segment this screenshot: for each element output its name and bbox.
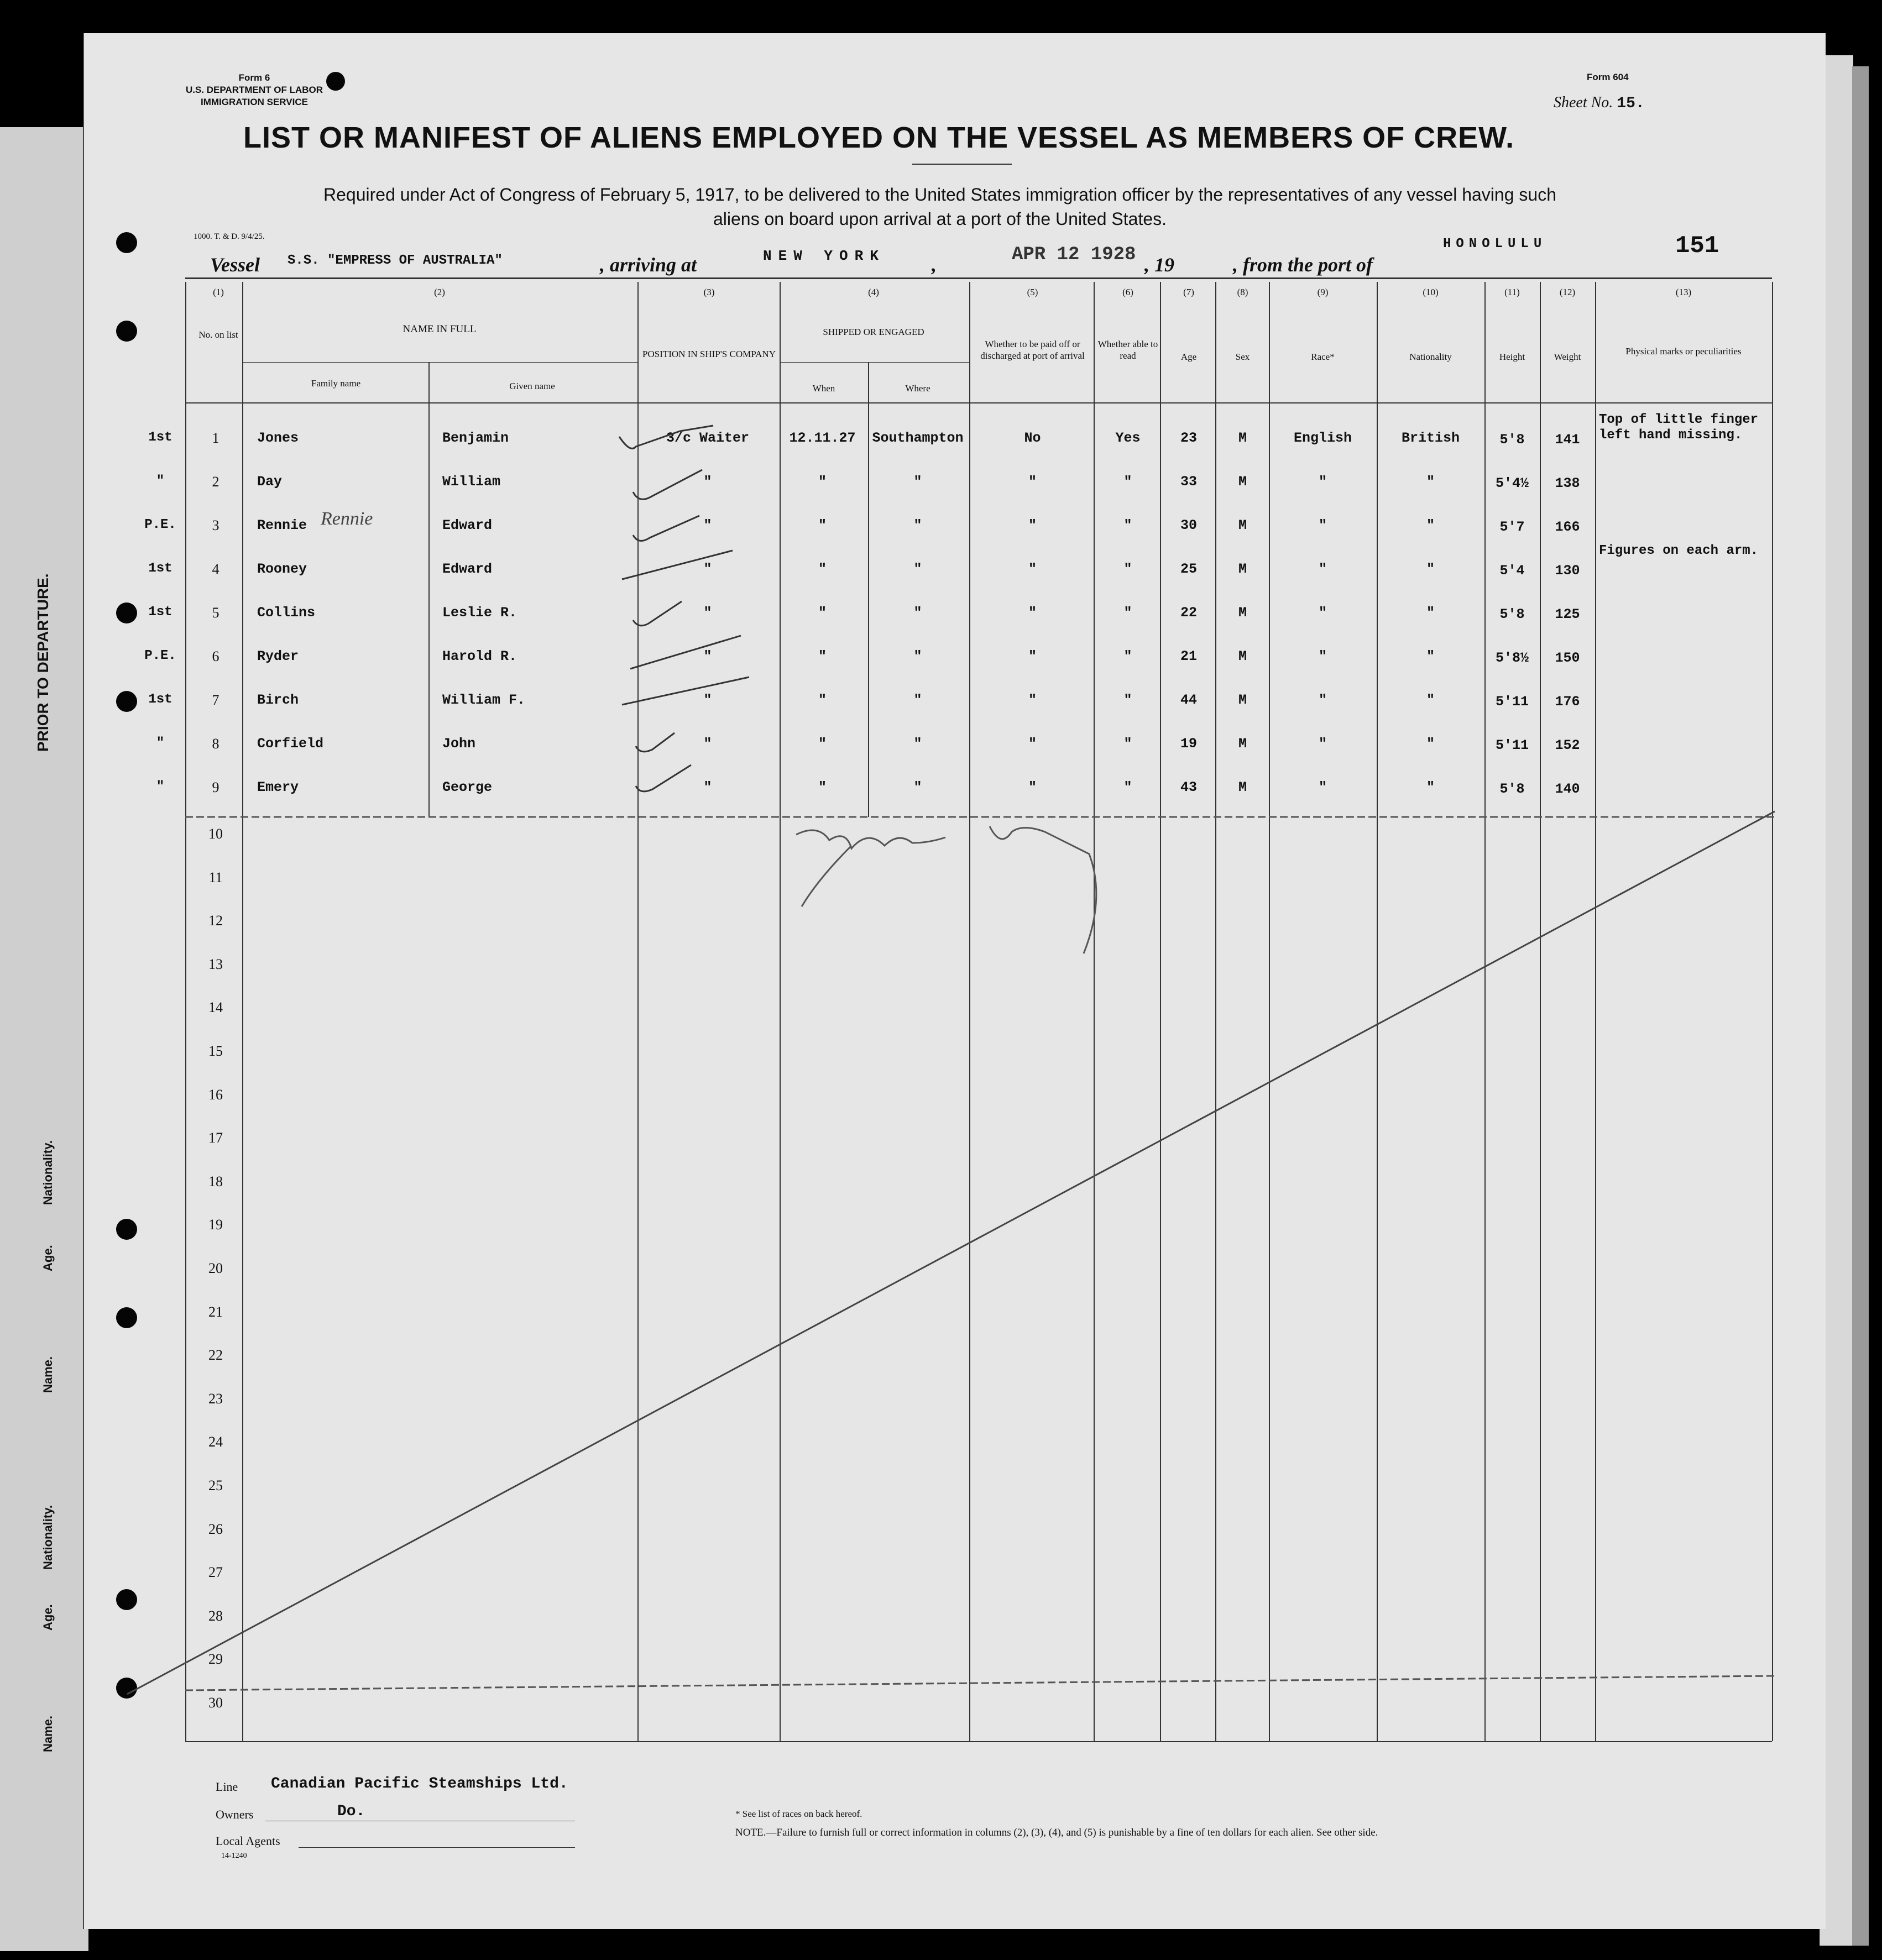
- margin-nationality-1: Nationality.: [41, 1140, 55, 1205]
- age: 44: [1180, 692, 1197, 708]
- col-header-name: NAME IN FULL: [402, 323, 477, 335]
- height: 5'8: [1499, 432, 1525, 448]
- height: 5'8: [1499, 606, 1525, 622]
- given-name: Edward: [442, 561, 493, 577]
- height: 5'11: [1495, 694, 1529, 710]
- shipped-where: ": [913, 779, 922, 795]
- col-header-race: Race*: [1311, 352, 1335, 362]
- weight: 130: [1555, 563, 1580, 579]
- date-stamp: APR 12 1928: [1012, 244, 1136, 265]
- weight: 125: [1555, 606, 1580, 622]
- age: 33: [1180, 474, 1197, 490]
- empty-row-number: 28: [208, 1607, 223, 1624]
- position: ": [703, 779, 712, 795]
- able-to-read: Yes: [1115, 430, 1141, 446]
- arriving-label: , arriving at: [600, 254, 697, 276]
- empty-row-number: 12: [208, 913, 223, 929]
- weight: 152: [1555, 737, 1580, 753]
- cancel-diagonal-line: [127, 811, 1775, 1694]
- able-to-read: ": [1123, 517, 1132, 533]
- margin-name-2: Name.: [41, 1715, 55, 1752]
- row-mark: 1st: [148, 692, 172, 707]
- col-number: (9): [1317, 287, 1329, 297]
- shipped-when: ": [818, 736, 827, 752]
- nationality: British: [1401, 430, 1460, 446]
- family-name: Emery: [257, 779, 299, 795]
- height: 5'4½: [1495, 475, 1529, 491]
- position: ": [703, 648, 712, 664]
- col-header-where: Where: [905, 383, 930, 394]
- inspector-signature: [796, 826, 1096, 953]
- height: 5'8½: [1495, 650, 1529, 666]
- sex: M: [1238, 430, 1247, 446]
- from-port-label: , from the port of: [1233, 254, 1373, 276]
- family-name: Rennie: [257, 517, 307, 533]
- paid-off: No: [1024, 430, 1041, 446]
- sheet-label: Sheet No.: [1554, 94, 1613, 111]
- row-number: 1: [212, 430, 219, 446]
- sheet-value: 15.: [1617, 95, 1645, 112]
- nationality: ": [1426, 605, 1435, 621]
- family-name: Day: [257, 474, 283, 490]
- paid-off: ": [1028, 605, 1037, 621]
- empty-row-number: 25: [208, 1477, 223, 1493]
- empty-row-number: 26: [208, 1521, 223, 1537]
- row-mark: P.E.: [144, 517, 176, 532]
- position: 3/c Waiter: [666, 430, 750, 446]
- position: ": [703, 736, 712, 752]
- nationality: ": [1426, 474, 1435, 490]
- empty-row-number: 30: [208, 1695, 223, 1711]
- sex: M: [1238, 605, 1247, 621]
- local-agents-label: Local Agents: [216, 1834, 280, 1848]
- owners-label: Owners: [216, 1807, 254, 1821]
- row-number: 3: [212, 517, 219, 533]
- paid-off: ": [1028, 692, 1037, 708]
- weight: 140: [1555, 781, 1580, 797]
- empty-row-number: 18: [208, 1173, 223, 1189]
- able-to-read: ": [1123, 605, 1132, 621]
- checkmarks: [619, 426, 749, 792]
- given-name: Edward: [442, 517, 493, 533]
- shipped-when: ": [818, 605, 827, 621]
- weight: 176: [1555, 694, 1580, 710]
- margin-age-2: Age.: [41, 1604, 55, 1631]
- sex: M: [1238, 779, 1247, 795]
- physical-marks: Top of little finger left hand missing.: [1599, 412, 1759, 443]
- col-header-no: No. on list: [198, 329, 238, 340]
- margin-prior-to-departure: PRIOR TO DEPARTURE.: [34, 573, 51, 752]
- family-name: Corfield: [257, 736, 324, 752]
- row-number: 7: [212, 692, 219, 708]
- year-label: , 19: [1144, 254, 1174, 276]
- sex: M: [1238, 648, 1247, 664]
- empty-row-number: 29: [208, 1651, 223, 1668]
- shipped-when: 12.11.27: [789, 430, 856, 446]
- empty-row-number: 17: [208, 1130, 223, 1146]
- row-mark: ": [156, 736, 165, 751]
- shipped-when: ": [818, 692, 827, 708]
- empty-row-number: 21: [208, 1303, 223, 1320]
- form-number-left: Form 6: [238, 72, 270, 83]
- arriving-port: NEW YORK: [763, 248, 885, 264]
- shipped-when: ": [818, 517, 827, 533]
- col-header-given: Given name: [509, 381, 555, 391]
- shipped-where: ": [913, 474, 922, 490]
- empty-row-number: 27: [208, 1564, 223, 1581]
- height: 5'7: [1499, 519, 1525, 535]
- col-header-read: Whether able to read: [1097, 339, 1158, 361]
- col-header-when: When: [812, 383, 835, 394]
- department-name: U.S. DEPARTMENT OF LABOR: [185, 85, 323, 95]
- empty-row-number: 11: [208, 869, 223, 885]
- margin-name-1: Name.: [41, 1356, 55, 1393]
- given-name: Harold R.: [442, 648, 517, 664]
- vessel-label: Vessel: [210, 254, 260, 276]
- empty-row-number: 20: [208, 1260, 223, 1276]
- empty-row-number: 13: [208, 956, 223, 972]
- arriving-comma: ,: [932, 254, 937, 276]
- position: ": [703, 605, 712, 621]
- col-number: (5): [1027, 287, 1038, 297]
- shipped-where: ": [913, 692, 922, 708]
- form-number-right: Form 604: [1587, 72, 1629, 82]
- empty-row-number: 14: [208, 999, 223, 1016]
- col-number: (3): [703, 287, 715, 297]
- row-mark: 1st: [148, 605, 172, 620]
- position: ": [703, 692, 712, 708]
- page-number: 151: [1675, 232, 1719, 260]
- col-header-weight: Weight: [1554, 352, 1581, 362]
- col-number: (1): [213, 287, 224, 297]
- page-title: LIST OR MANIFEST OF ALIENS EMPLOYED ON THE VESSEL AS MEMBERS OF CREW.: [243, 121, 1515, 154]
- service-name: IMMIGRATION SERVICE: [201, 97, 308, 107]
- race: English: [1293, 430, 1352, 446]
- shipped-where: ": [913, 605, 922, 621]
- shipped-where: ": [913, 517, 922, 533]
- bottom-pencil-line: [185, 1676, 1775, 1690]
- nationality: ": [1426, 517, 1435, 533]
- given-name: John: [442, 736, 476, 752]
- col-number: (4): [868, 287, 879, 297]
- empty-row-number: 22: [208, 1347, 223, 1364]
- paid-off: ": [1028, 474, 1037, 490]
- paid-off: ": [1028, 736, 1037, 752]
- col-number: (13): [1675, 287, 1692, 297]
- given-name: William F.: [442, 692, 526, 708]
- age: 23: [1180, 430, 1197, 446]
- penalty-note: NOTE.—Failure to furnish full or correct information in columns (2), (3), (4), and (5) is punishable by a fine of ten dollars for each alien. See other side.: [735, 1827, 1378, 1838]
- age: 22: [1180, 605, 1197, 621]
- line-value: Canadian Pacific Steamships Ltd.: [271, 1775, 568, 1793]
- agents-rule: [299, 1847, 575, 1848]
- line-label: Line: [216, 1780, 238, 1794]
- col-number: (8): [1237, 287, 1248, 297]
- paid-off: ": [1028, 779, 1037, 795]
- row-number: 4: [212, 561, 219, 577]
- sex: M: [1238, 692, 1247, 708]
- row-mark: P.E.: [144, 648, 176, 663]
- sex: M: [1238, 561, 1247, 577]
- empty-row-number: 24: [208, 1434, 223, 1450]
- handwritten-correction: Rennie: [321, 509, 373, 529]
- given-name: Benjamin: [442, 430, 509, 446]
- race: ": [1318, 517, 1327, 533]
- weight: 150: [1555, 650, 1580, 666]
- able-to-read: ": [1123, 692, 1132, 708]
- print-code: 14-1240: [221, 1852, 247, 1860]
- height: 5'8: [1499, 781, 1525, 797]
- given-name: George: [442, 779, 493, 795]
- from-port: HONOLULU: [1443, 237, 1547, 251]
- able-to-read: ": [1123, 779, 1132, 795]
- paid-off: ": [1028, 561, 1037, 577]
- weight: 141: [1555, 432, 1580, 448]
- row-number: 6: [212, 648, 219, 664]
- shipped-where: Southampton: [872, 430, 964, 446]
- age: 19: [1180, 736, 1197, 752]
- race: ": [1318, 648, 1327, 664]
- empty-row-number: 15: [208, 1043, 223, 1059]
- subtitle-line-1: Required under Act of Congress of February 5, 1917, to be delivered to the United States immigration officer by the representatives of any vessel having such: [323, 185, 1556, 205]
- subtitle-line-2: aliens on board upon arrival at a port of the United States.: [713, 209, 1167, 229]
- weight: 138: [1555, 475, 1580, 491]
- nationality: ": [1426, 736, 1435, 752]
- given-name: Leslie R.: [442, 605, 517, 621]
- race: ": [1318, 692, 1327, 708]
- race: ": [1318, 605, 1327, 621]
- shipped-when: ": [818, 779, 827, 795]
- family-name: Jones: [257, 430, 299, 446]
- shipped-where: ": [913, 648, 922, 664]
- family-name: Ryder: [257, 648, 299, 664]
- row-mark: ": [156, 474, 165, 489]
- col-header-position: POSITION IN SHIP'S COMPANY: [642, 349, 776, 359]
- col-header-shipped: SHIPPED OR ENGAGED: [823, 327, 924, 337]
- able-to-read: ": [1123, 474, 1132, 490]
- col-header-paid: Whether to be paid off or discharged at port of arrival: [980, 339, 1085, 361]
- owners-value: Do.: [337, 1803, 365, 1820]
- empty-row-number: 19: [208, 1217, 223, 1233]
- able-to-read: ": [1123, 736, 1132, 752]
- sex: M: [1238, 736, 1247, 752]
- nationality: ": [1426, 648, 1435, 664]
- col-number: (11): [1504, 287, 1520, 297]
- nationality: ": [1426, 779, 1435, 795]
- row-mark: ": [156, 779, 165, 794]
- age: 21: [1180, 648, 1197, 664]
- empty-row-number: 10: [208, 826, 223, 842]
- empty-row-number: 16: [208, 1086, 223, 1103]
- col-header-height: Height: [1499, 352, 1525, 362]
- row-number: 9: [212, 779, 219, 795]
- height: 5'4: [1499, 563, 1525, 579]
- family-name: Birch: [257, 692, 299, 708]
- shipped-where: ": [913, 561, 922, 577]
- given-name: William: [442, 474, 501, 490]
- shipped-when: ": [818, 648, 827, 664]
- height: 5'11: [1495, 737, 1529, 753]
- col-number: (12): [1559, 287, 1576, 297]
- sex: M: [1238, 517, 1247, 533]
- physical-marks: Figures on each arm.: [1599, 543, 1759, 558]
- family-name: Collins: [257, 605, 316, 621]
- family-name: Rooney: [257, 561, 307, 577]
- shipped-where: ": [913, 736, 922, 752]
- race: ": [1318, 736, 1327, 752]
- race: ": [1318, 474, 1327, 490]
- nationality: ": [1426, 692, 1435, 708]
- sex: M: [1238, 474, 1247, 490]
- col-header-sex: Sex: [1235, 352, 1250, 362]
- position: ": [703, 561, 712, 577]
- col-number: (10): [1423, 287, 1439, 297]
- col-header-marks: Physical marks or peculiarities: [1625, 346, 1742, 357]
- col-number: (2): [434, 287, 445, 297]
- row-mark: 1st: [148, 561, 172, 576]
- empty-row-number: 23: [208, 1390, 223, 1407]
- able-to-read: ": [1123, 648, 1132, 664]
- age: 43: [1180, 779, 1197, 795]
- shipped-when: ": [818, 561, 827, 577]
- weight: 166: [1555, 519, 1580, 535]
- races-footnote: * See list of races on back hereof.: [735, 1809, 862, 1819]
- margin-nationality-2: Nationality.: [41, 1505, 55, 1570]
- td-reference: 1000. T. & D. 9/4/25.: [194, 232, 265, 241]
- vessel-name: S.S. "EMPRESS OF AUSTRALIA": [287, 253, 503, 268]
- age: 25: [1180, 561, 1197, 577]
- row-number: 5: [212, 605, 219, 621]
- margin-age-1: Age.: [41, 1245, 55, 1271]
- position: ": [703, 517, 712, 533]
- row-number: 2: [212, 474, 219, 490]
- col-number: (6): [1122, 287, 1133, 297]
- col-header-age: Age: [1180, 352, 1197, 362]
- position: ": [703, 474, 712, 490]
- col-header-nationality: Nationality: [1409, 352, 1452, 362]
- paid-off: ": [1028, 648, 1037, 664]
- row-number: 8: [212, 736, 219, 752]
- age: 30: [1180, 517, 1197, 533]
- nationality: ": [1426, 561, 1435, 577]
- col-number: (7): [1183, 287, 1194, 297]
- able-to-read: ": [1123, 561, 1132, 577]
- col-header-family: Family name: [311, 378, 361, 389]
- race: ": [1318, 561, 1327, 577]
- paid-off: ": [1028, 517, 1037, 533]
- race: ": [1318, 779, 1327, 795]
- row-mark: 1st: [148, 430, 172, 445]
- shipped-when: ": [818, 474, 827, 490]
